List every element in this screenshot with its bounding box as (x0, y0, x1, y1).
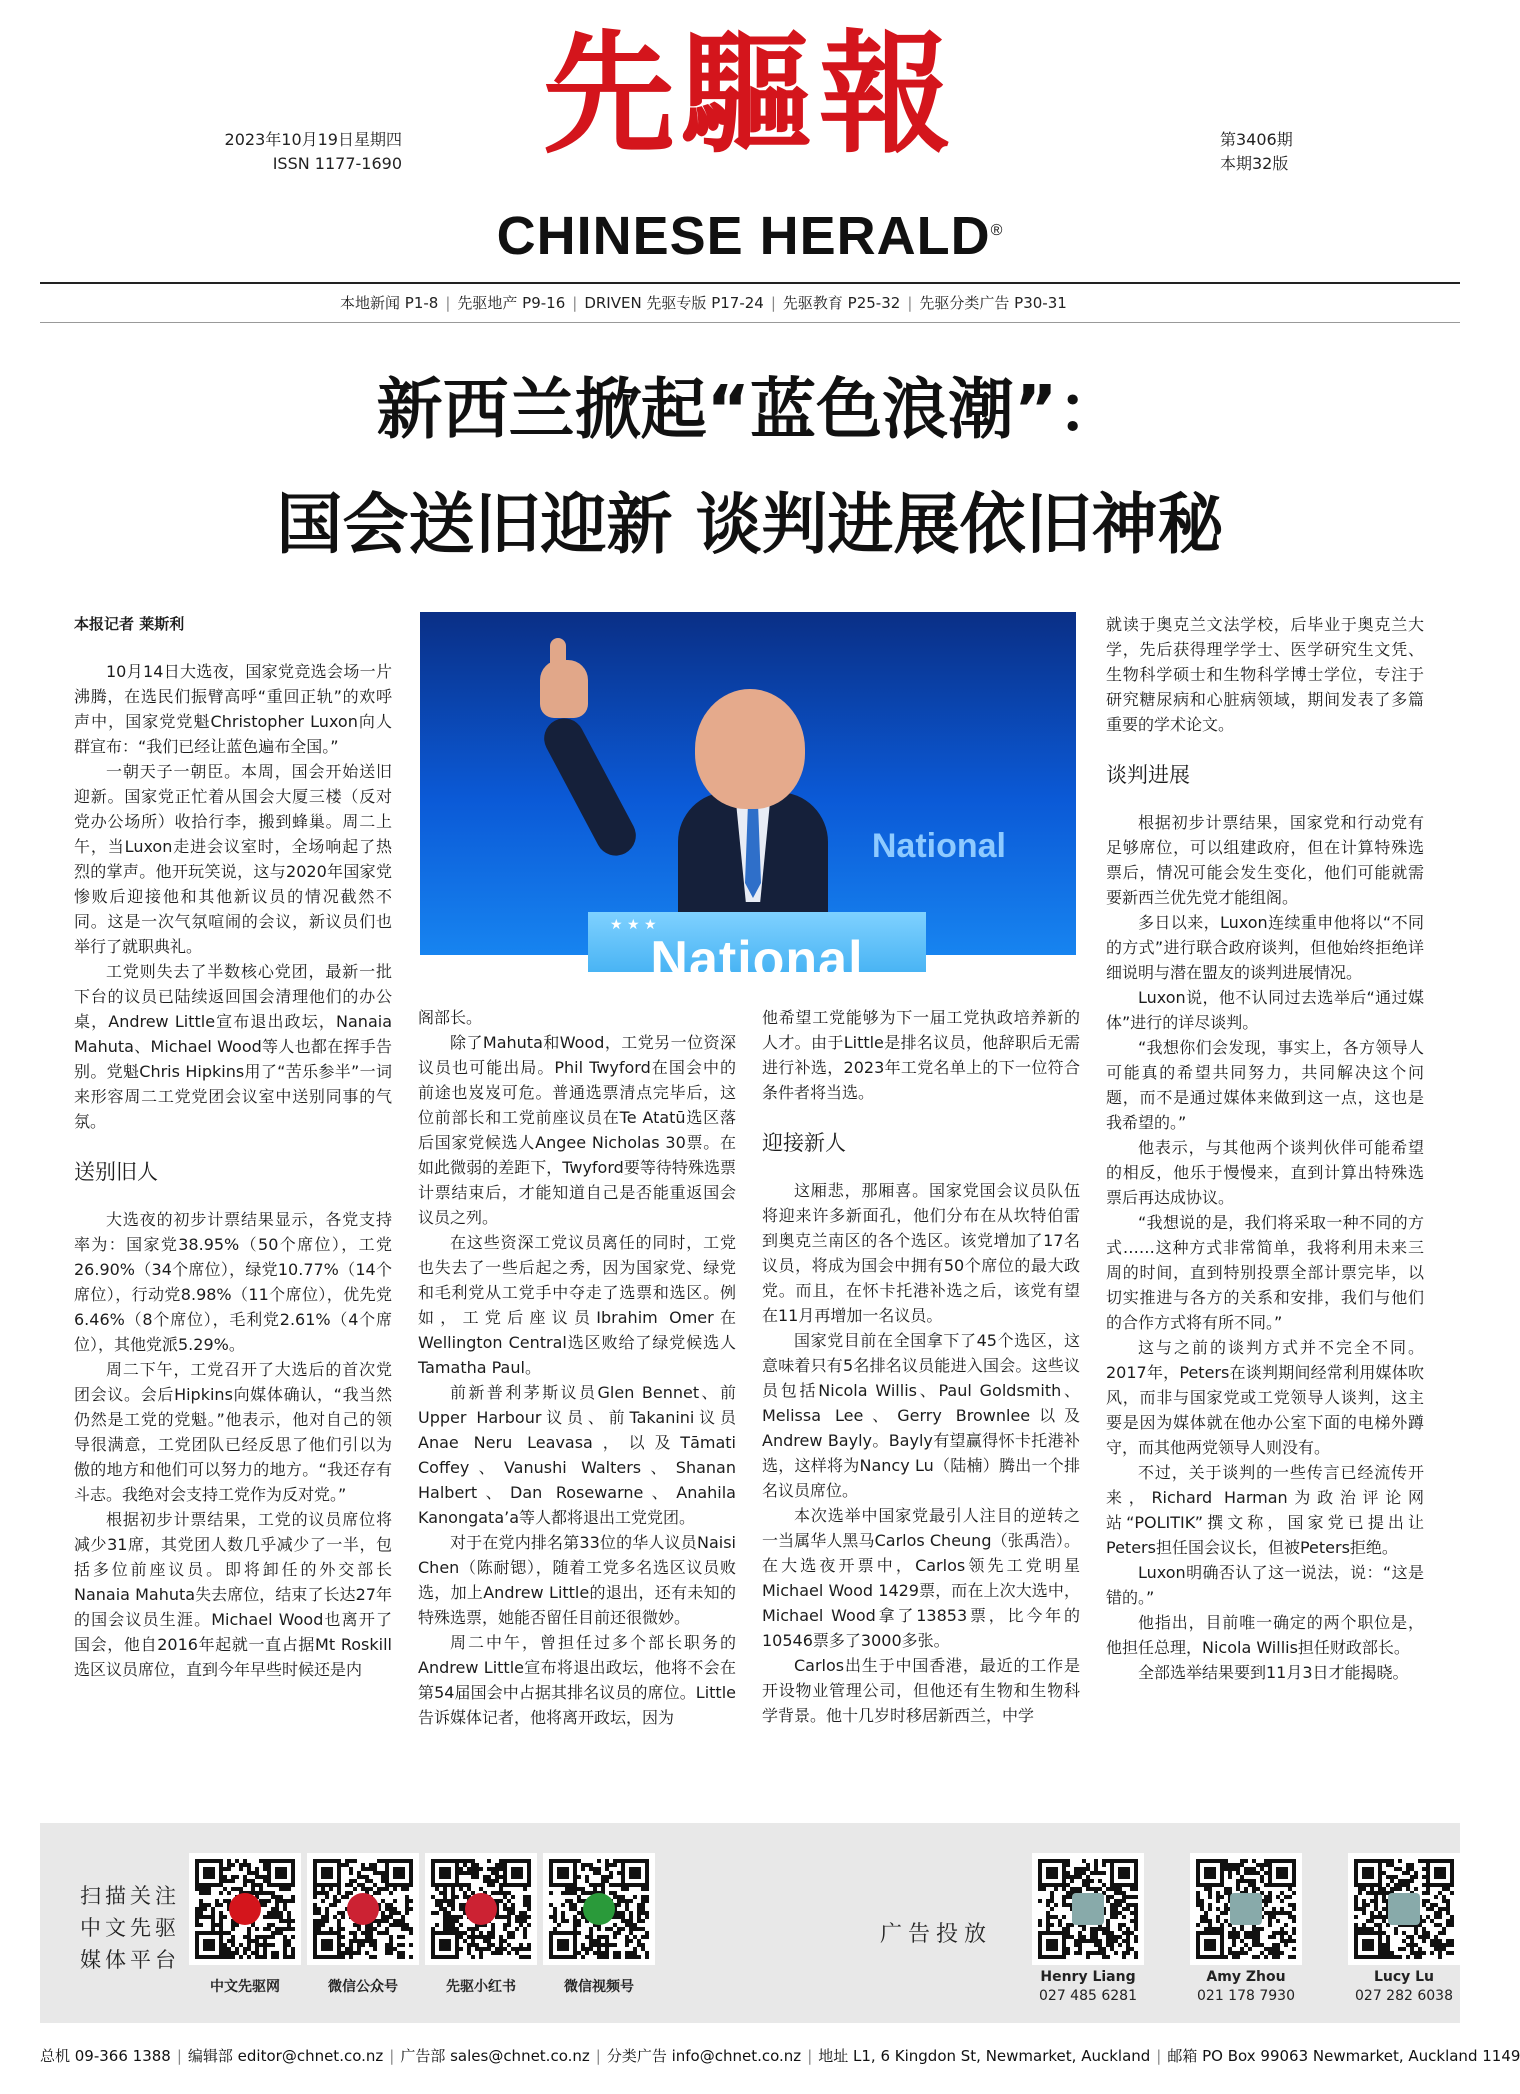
contact-phone: 027 282 6038 (1355, 1988, 1453, 2004)
article-paragraph: Carlos出生于中国香港，最近的工作是开设物业管理公司，但他还有生物和生物科学背景。他十几岁时移居新西兰，中学 (762, 1656, 1080, 1725)
article-paragraph: 不过，关于谈判的一些传言已经流传开来，Richard Harman为政治评论网站“POLITIK”撰文称，国家党已提出让Peters担任国会议长，但被Peters拒绝。 (1106, 1463, 1424, 1557)
contact-qr-code-1[interactable] (1032, 1853, 1144, 1965)
qr-code-1[interactable] (189, 1853, 301, 1965)
article-paragraph: 根据初步计票结果，国家党和行动党有足够席位，可以组建政府，但在计算特殊选票后，情况可能会发生变化，他们可能就需要新西兰优先党才能组阁。 (1106, 813, 1424, 907)
nav-item[interactable]: DRIVEN 先驱专版 P17-24 (584, 294, 764, 312)
section-subhead: 谈判进展 (1106, 763, 1190, 787)
scan-follow-label: 扫描关注中文先驱媒体平台 (80, 1884, 180, 1972)
qr-caption: 微信公众号 (328, 1979, 398, 1995)
nav-separator: | (770, 294, 776, 312)
article-paragraph: 周二中午，曾担任过多个部长职务的Andrew Little宣布将退出政坛，他将不会在第54届国会中占据其排名议员的席位。Little告诉媒体记者，他将离开政坛，因为 (418, 1633, 736, 1727)
contact-avatar-icon (1388, 1893, 1420, 1925)
masthead-rule-top (40, 282, 1460, 284)
advertising-label: 广告投放 (880, 1922, 993, 1947)
contact-bar-item[interactable]: 广告部 sales@chnet.co.nz (400, 2047, 590, 2065)
masthead-right (1220, 128, 1293, 176)
bar-separator: | (595, 2047, 601, 2065)
nav-item[interactable]: 先驱教育 P25-32 (782, 294, 901, 312)
masthead-left (172, 128, 402, 176)
headline-line-1: 新西兰掀起“蓝色浪潮”： (376, 371, 1124, 448)
page-count: 本期32版 (1220, 154, 1289, 173)
red-envelope-icon (347, 1893, 379, 1925)
contact-info (1171, 1968, 1321, 2006)
nav-separator: | (907, 294, 913, 312)
article-paragraph: 前新普利茅斯议员Glen Bennet、前Upper Harbour议员、前Takanini议员Anae Neru Leavasa，以及Tāmati Coffey、Vanushi Walters、Shanan Halbert、Dan Rosewarne、Anahila Kanongata’a等人都将退出工党党团。 (418, 1383, 736, 1527)
article-paragraph: 这厢悲，那厢喜。国家党国会议员队伍将迎来许多新面孔，他们分布在从坎特伯雷到奥克兰南区的各个选区。该党增加了17名议员，将成为国会中拥有50个席位的最大政党。而且，在怀卡托港补选之后，该党有望在11月再增加一名议员。 (762, 1181, 1080, 1325)
article-paragraph: 他表示，与其他两个谈判伙伴可能希望的相反，他乐于慢慢来，直到计算出特殊选票后再达成协议。 (1106, 1138, 1424, 1207)
video-icon (583, 1893, 615, 1925)
bar-separator: | (1156, 2047, 1162, 2065)
logo-english-text: CHINESE HERALD (496, 206, 991, 266)
issue-number: 第3406期 (1220, 130, 1293, 149)
bar-separator: | (389, 2047, 395, 2065)
article-paragraph: 根据初步计票结果，工党的议员席位将减少31席，其党团人数几乎减少了一半，包括多位前座议员。即将卸任的外交部长Nanaia Mahuta失去席位，结束了长达27年的国会议员生涯。Michael Wood也离开了国会，他自2016年起就一直占据Mt Roskill选区议员席位，直到今年早些时候还是内 (74, 1510, 392, 1679)
qr-code-3[interactable] (425, 1853, 537, 1965)
contact-avatar-icon (1230, 1893, 1262, 1925)
article-column-1 (74, 612, 392, 1682)
contact-name: Amy Zhou (1206, 1969, 1286, 1985)
nav-separator: | (445, 294, 451, 312)
contact-phone: 021 178 7930 (1197, 1988, 1295, 2004)
nav-item[interactable]: 先驱分类广告 P30-31 (919, 294, 1067, 312)
article-paragraph: 他指出，目前唯一确定的两个职位是，他担任总理，Nicola Willis担任财政部长。 (1106, 1613, 1424, 1657)
masthead-rule-bottom (40, 322, 1460, 323)
byline: 本报记者 莱斯利 (74, 615, 185, 633)
article-paragraph: 大选夜的初步计票结果显示，各党支持率为：国家党38.95%（50个席位），工党26.90%（34个席位），绿党10.77%（14个席位），行动党8.98%（11个席位），优先党6.46%（8个席位），毛利党2.61%（4个席位），其他党派5.29%。 (74, 1210, 392, 1354)
qr-caption: 微信视频号 (564, 1979, 634, 1995)
herald-logo-icon (229, 1893, 261, 1925)
article-paragraph: 阁部长。 (418, 1008, 483, 1027)
newspaper-logo-chinese: 先驅報 (543, 17, 957, 172)
qr-code-2[interactable] (307, 1853, 419, 1965)
article-paragraph: “我想说的是，我们将采取一种不同的方式……这种方式非常简单，我将利用未来三周的时间，直到特别投票全部计票完毕，以切实推进与各方的关系和安排，我们与他们的合作方式将有所不同。” (1106, 1213, 1424, 1332)
article-paragraph: 对于在党内排名第33位的华人议员Naisi Chen（陈耐锶），随着工党多名选区议员败选，加上Andrew Little的退出，还有未知的特殊选票，她能否留任目前还很微妙。 (418, 1533, 736, 1627)
podium-sign: National (650, 931, 864, 989)
backdrop-sign: National (871, 827, 1006, 865)
contact-bar-item[interactable]: 分类广告 info@chnet.co.nz (606, 2047, 802, 2065)
article-paragraph: Luxon说，他不认同过去选举后“通过媒体”进行的详尽谈判。 (1106, 988, 1424, 1032)
raised-arm (537, 711, 643, 862)
article-column-4 (1106, 612, 1424, 1685)
article-paragraph: 周二下午，工党召开了大选后的首次党团会议。会后Hipkins向媒体确认，“我当然仍然是工党的党魁。”他表示，他对自己的领导很满意，工党团队已经反思了他们引以为傲的地方和他们可以努力的地方。“我还存有斗志。我绝对会支持工党作为反对党。” (74, 1360, 392, 1504)
article-paragraph: 这与之前的谈判方式并不完全不同。2017年，Peters在谈判期间经常利用媒体吹风，而非与国家党或工党领导人谈判，这主要是因为媒体就在他办公室下面的电梯外蹲守，而其他两党领导人则没有。 (1106, 1338, 1424, 1457)
article-paragraph: 在这些资深工党议员离任的同时，工党也失去了一些后起之秀，因为国家党、绿党和毛利党从工党手中夺走了选票和选区。例如，工党后座议员Ibrahim Omer在Wellington Central选区败给了绿党候选人Tamatha Paul。 (418, 1233, 736, 1377)
section-subhead: 送别旧人 (74, 1160, 158, 1184)
contact-avatar-icon (1072, 1893, 1104, 1925)
issn: ISSN 1177-1690 (272, 154, 402, 173)
nav-separator: | (572, 294, 578, 312)
mascot-icon (465, 1893, 497, 1925)
article-paragraph: 就读于奥克兰文法学校，后毕业于奥克兰大学，先后获得理学学士、医学研究生文凭、生物科学硕士和生物科学博士学位，专注于研究糖尿病和心脏病领域，期间发表了多篇重要的学术论文。 (1106, 615, 1424, 734)
qr-code-4[interactable] (543, 1853, 655, 1965)
contact-qr-code-3[interactable] (1348, 1853, 1460, 1965)
article-paragraph: “我想你们会发现，事实上，各方领导人可能真的希望共同努力，共同解决这个问题，而不是通过媒体来做到这一点，这也是我希望的。” (1106, 1038, 1424, 1132)
issue-date: 2023年10月19日星期四 (224, 130, 402, 149)
qr-caption: 先驱小红书 (446, 1979, 516, 1995)
article-paragraph: Luxon明确否认了这一说法，说：“这是错的。” (1106, 1563, 1424, 1607)
contact-name: Lucy Lu (1373, 1969, 1435, 1985)
article-paragraph: 他希望工党能够为下一届工党执政培养新的人才。由于Little是排名议员，他辞职后无需进行补选，2023年工党名单上的下一位符合条件者将当选。 (762, 1008, 1080, 1102)
article-paragraph: 本次选举中国家党最引人注目的逆转之一当属华人黑马Carlos Cheung（张禹浩）。在大选夜开票中，Carlos领先工党明星Michael Wood 1429票，而在上次大选中，Michael Wood拿了13853票，比今年的10546票多了3000多张。 (762, 1506, 1080, 1650)
nav-item[interactable]: 先驱地产 P9-16 (457, 294, 566, 312)
headline-line-2: 国会送旧迎新 谈判进展依旧神秘 (276, 486, 1224, 563)
contact-bar-item[interactable]: 邮箱 PO Box 99063 Newmarket, Auckland 1149 (1167, 2047, 1520, 2065)
article-column-3 (762, 1005, 1080, 1728)
thumbs-up-hand (540, 660, 588, 718)
article-column-2 (418, 1005, 736, 1730)
article-paragraph: 除了Mahuta和Wood，工党另一位资深议员也可能出局。Phil Twyford在国会中的前途也岌岌可危。普通选票清点完毕后，这位前部长和工党前座议员在Te Atatū选区落后国家党候选人Angee Nicholas 30票。在如此微弱的差距下，Twyford要等待特殊选票计票结束后，才能知道自己是否能重返国会议员之列。 (418, 1033, 736, 1227)
contact-info (1013, 1968, 1163, 2006)
contact-info (1329, 1968, 1479, 2006)
contact-qr-code-2[interactable] (1190, 1853, 1302, 1965)
contact-bar-item[interactable]: 编辑部 editor@chnet.co.nz (187, 2047, 384, 2065)
contact-name: Henry Liang (1040, 1969, 1136, 1985)
article-paragraph: 国家党目前在全国拿下了45个选区，这意味着只有5名排名议员能进入国会。这些议员包括Nicola Willis、Paul Goldsmith、Melissa Lee、Gerry Brownlee以及Andrew Bayly。Bayly有望赢得怀卡托港补选，这样将为Nancy Lu（陆楠）腾出一个排名议员席位。 (762, 1331, 1080, 1500)
section-nav (340, 292, 1067, 313)
podium-stars-icon: ★ ★ ★ (610, 917, 657, 933)
article-paragraph: 10月14日大选夜，国家党竞选会场一片沸腾，在选民们振臂高呼“重回正轨”的欢呼声中，国家党党魁Christopher Luxon向人群宣布：“我们已经让蓝色遍布全国。” (74, 662, 392, 756)
newspaper-logo-english (460, 205, 1040, 267)
article-paragraph: 全部选举结果要到11月3日才能揭晓。 (1138, 1663, 1409, 1682)
section-subhead: 迎接新人 (762, 1131, 846, 1155)
contact-phone: 027 485 6281 (1039, 1988, 1137, 2004)
article-paragraph: 一朝天子一朝臣。本周，国会开始送旧迎新。国家党正忙着从国会大厦三楼（反对党办公场所）收拾行李，搬到蜂巢。周二上午，当Luxon走进会议室时，全场响起了热烈的掌声。他开玩笑说，这与2020年国家党惨败后迎接他和其他新议员的情况截然不同。这是一次气氛喧闹的会议，新议员们也举行了就职典礼。 (74, 762, 392, 956)
contact-bar (40, 2045, 1520, 2066)
article-paragraph: 工党则失去了半数核心党团，最新一批下台的议员已陆续返回国会清理他们的办公桌，Andrew Little宣布退出政坛，Nanaia Mahuta、Michael Wood等人也都在挥手告别。党魁Chris Hipkins用了“苦乐参半”一词来形容周二工党党团会议室中送别同事的气氛。 (74, 962, 392, 1131)
contact-bar-item[interactable]: 地址 L1, 6 Kingdon St, Newmarket, Auckland (818, 2047, 1151, 2065)
contact-bar-item[interactable]: 总机 09-366 1388 (40, 2047, 171, 2065)
speaker-head (695, 689, 805, 809)
bar-separator: | (176, 2047, 182, 2065)
lead-photo (420, 612, 1076, 989)
bar-separator: | (807, 2047, 813, 2065)
registered-mark: ® (990, 222, 1004, 239)
nav-item[interactable]: 本地新闻 P1-8 (340, 294, 439, 312)
qr-caption: 中文先驱网 (210, 1979, 280, 1995)
article-paragraph: 多日以来，Luxon连续重申他将以“不同的方式”进行联合政府谈判，但他始终拒绝详细说明与潜在盟友的谈判进展情况。 (1106, 913, 1424, 982)
